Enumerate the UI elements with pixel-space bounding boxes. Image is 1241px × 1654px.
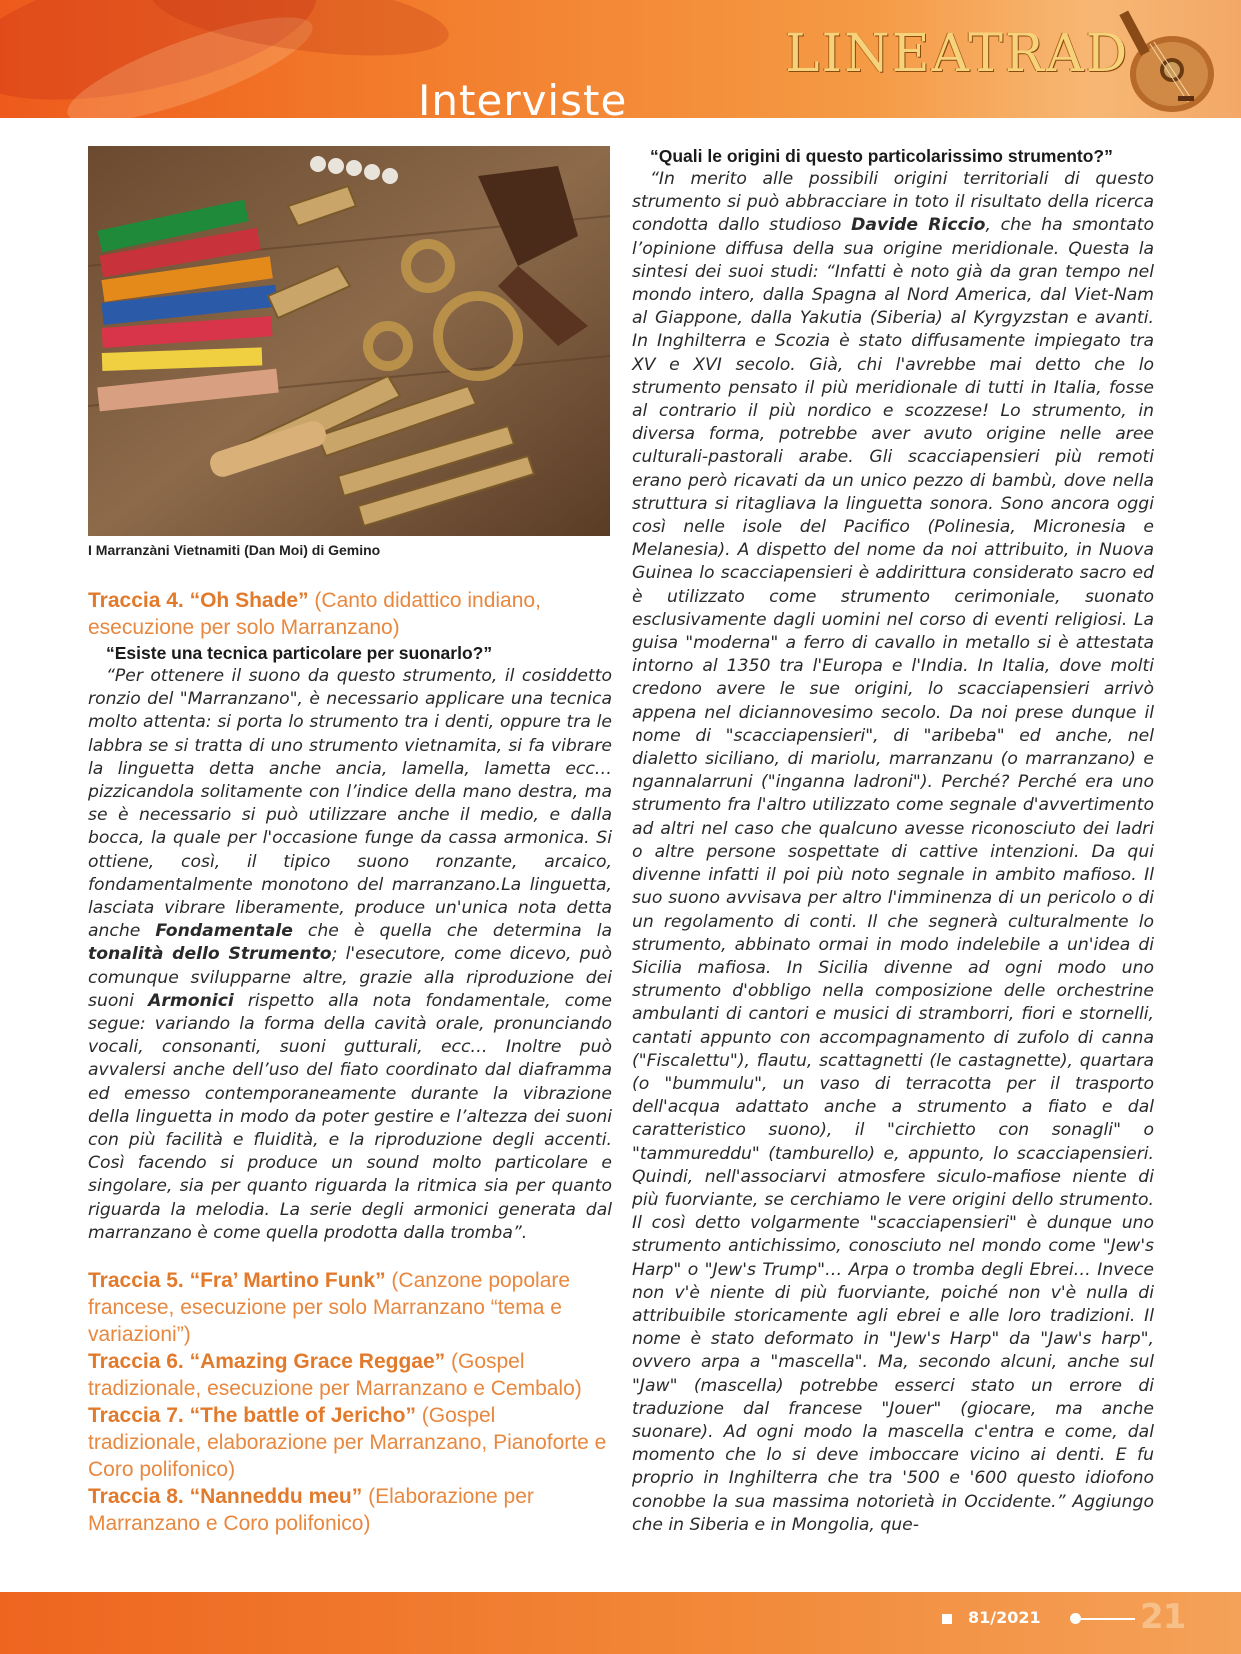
- page-header: [0, 0, 1241, 118]
- answer-text: , che ha smontato l’opinione diffusa della sua origine meridionale. Questa la sintesi dei suoi studi: “Infatti è noto già da gran tempo nel mondo intero, dalla Spagna al Nord America, dal Viet-Nam al Giappone, dalla Yakutia (Siberia) al Kyrgyzstan e avanti. In Inghilterra e Scozia è stato diffusamente impiegato tra XV e XVI secolo. Già, chi l'avrebbe mai detto che lo strumento pensato il più meridionale di tutti in Italia, fosse al contrario il più nordico e scozzese! Lo strumento, in diversa forma, potrebbe aver avuto origine nelle aree culturali-pastorali arabe. Gli scacciapensieri più remoti erano però ricavati da un unico pezzo di bambù, dove nella struttura si ritagliava la linguetta sonora. Sono ancora oggi così nelle isole del Pacifico (Polinesia, Micronesia e Melanesia). A dispetto del nome da noi attribuito, in Nuova Guinea lo scacciapensieri è addirittura considerato sacro ed è utilizzato come strumento cerimoniale, suonato esclusivamente dagli uomini nel corso di eventi religiosi. La guisa "moderna" a ferro di cavallo in metallo si è attestata intorno al 1350 tra l'Europa e l'India. In Italia, dove molti credono avere le sue origini, lo scacciapensieri arrivò appena nel diciannovesimo secolo. Da noi prese dunque il nome di "scacciapensieri", di "aribeba" ed anche, nel dialetto siciliano, di mariolu, marranzanu (o marranzano) e ngannalarruni ("inganna ladroni"). Perché? Perché era uno strumento fra l'altro utilizzato come segnale d'avvertimento ad altri nel caso che qualcuno avesse riconosciuto dei ladri o altre persone sospettate di cattive intenzioni. Da qui divenne infatti il poi più noto segnale in ambito mafioso. Il suo suono avvisava per altro l'imminenza di un pericolo o di un regolamento di conti. Il che segnerà culturalmente lo strumento, abbinato ormai in modo indelebile a un'idea di Sicilia mafiosa. In Sicilia divenne ad ogni modo uno strumento d'obbligo nella composizione delle orchestrine ambulanti di cantori e musici di stramborri, fiori e stornelli, cantati appunto con accompagnamento di zufolo di canna ("Fiscalettu"), flautu, scattagnetti (le castagnette), quartara (o "bummulu", un vaso di terracotta per il trasporto dell'acqua adattato anche a strumento a fiato e dal caratteristico suono), il "circhietto con sonagli" o "tammureddu" (tamburello) e, appunto, lo scacciapensieri. Quindi, nell'associarvi atmosfere siculo-mafiose niente di più fuorviante, se cerchiamo le vere origini dello strumento. Il così detto volgarmente "scacciapensieri" è dunque uno strumento antichissimo, conosciuto nel mondo come "Jew's Harp" o "Jew's Trump"… Arpa o tromba degli Ebrei… Invece non v'è niente di più fuorviante, poiché non v'è nulla di attribuibile storicamente agli ebrei e alle loro tradizioni. Il nome è stato deformato in "Jew's Harp" da "Jaw's harp", ovvero arpa a "mascella". Ma, secondo alcuni, anche sul "Jaw" (mascella) potrebbe esserci stato un errore di traduzione dal francese "Jouer" (giocare, ma anche suonare). Ad ogni modo la mascella c'entra e come, dal momento che lo si deve imboccare vicino ai denti. E fu proprio in Inghilterra che tra '500 e '600 questo idiofono conobbe la sua massima notorietà in Occidente.” Aggiungo che in Siberia e in Mongolia, que-: [632, 215, 1154, 1535]
- interview-answer: [632, 168, 1154, 1537]
- issue-number: 81/2021: [968, 1608, 1041, 1627]
- track-5: [88, 1267, 612, 1348]
- interview-answer: [88, 665, 612, 1245]
- answer-bold-term: Armonici: [148, 990, 234, 1011]
- photo-caption: I Marranzàni Vietnamiti (Dan Moi) di Gemino: [88, 542, 381, 558]
- answer-bold-term: Fondamentale: [155, 921, 293, 942]
- answer-text: “Per ottenere il suono da questo strumento, il cosiddetto ronzio del "Marranzano", è necessario applicare una tecnica molto attenta: si porta lo strumento tra i denti, oppure tra le labbra se si tratta di uno strumento vietnamita, si fa vibrare la linguetta detta anche ancia, lamella, lametta ecc… pizzicandola solitamente con l’indice della mano destra, ma se è necessario si può utilizzare anche il medio, e dalla bocca, la quale per l'occasione funge da cassa armonica. Si ottiene, così, il tipico suono ronzante, arcaico, fondamentalmente monotono del marranzano.La linguetta, lasciata vibrare liberamente, produce un'unica nota detta anche: [88, 666, 612, 942]
- track-6: [88, 1348, 612, 1402]
- lute-icon: [1100, 4, 1220, 116]
- track-title: Traccia 5. “Fra’ Martino Funk”: [88, 1269, 386, 1293]
- magazine-logo: LINEATRAD: [785, 24, 1130, 84]
- track-description: (Canto didattico indiano, esecuzione per solo Marranzano): [88, 589, 541, 639]
- interview-question: “Quali le origini di questo particolarissimo strumento?”: [650, 146, 1113, 166]
- square-bullet-icon: [942, 1614, 952, 1624]
- left-column: [88, 587, 612, 1537]
- track-title: Traccia 6. “Amazing Grace Reggae”: [88, 1350, 446, 1374]
- track-7: [88, 1402, 612, 1483]
- track-description: (Gospel tradizionale, elaborazione per Marranzano, Pianoforte e Coro polifonico): [88, 1404, 607, 1482]
- answer-text: rispetto alla nota fondamentale, come segue: variando la forma della cavità orale, pronunciando vocali, consonanti, suoni gutturali, ecc… Inoltre può avvalersi anche dell’uso del fiato coordinato dal diaframma ed emesso contemporaneamente durante la vibrazione della linguetta in modo da poter gestire e l’altezza dei suoni con più facilità e fluidità, e la riproduzione degli accenti. Così facendo si produce un sound molto particolare e singolare, sia per quanto riguarda la ritmica sia per quanto riguarda la melodia. La serie degli armonici generata dal marranzano è come quella prodotta dalla tromba”.: [88, 990, 612, 1243]
- instruments-photo: [88, 146, 610, 536]
- answer-text: “In merito alle possibili origini territoriali di questo strumento si può abbracciare in toto il risultato della ricerca condotta dallo studioso: [632, 169, 1154, 236]
- section-title: Interviste: [418, 76, 628, 118]
- answer-bold-term: tonalità dello Strumento: [88, 944, 332, 965]
- track-title: Traccia 4. “Oh Shade”: [88, 589, 309, 612]
- page-number: 21: [1140, 1597, 1186, 1637]
- divider-line: [1080, 1618, 1135, 1620]
- track-title: Traccia 7. “The battle of Jericho”: [88, 1404, 416, 1428]
- interview-question: “Esiste una tecnica particolare per suonarlo?”: [106, 643, 493, 663]
- track-description: (Elaborazione per Marranzano e Coro polifonico): [88, 1485, 534, 1536]
- track-description: (Canzone popolare francese, esecuzione per solo Marranzano “tema e variazioni”): [88, 1269, 571, 1347]
- track-4: [88, 587, 612, 641]
- answer-text: ; l'esecutore, come dicevo, può comunque svilupparne altre, grazie alla riproduzione dei suoni: [88, 944, 612, 1011]
- answer-bold-term: Davide Riccio: [851, 215, 986, 236]
- track-8: [88, 1483, 612, 1537]
- track-description: (Gospel tradizionale, esecuzione per Marranzano e Cembalo): [88, 1350, 582, 1401]
- answer-text: che è quella che determina la: [292, 921, 613, 942]
- track-title: Traccia 8. “Nanneddu meu”: [88, 1485, 363, 1509]
- right-column: [632, 144, 1154, 1537]
- page-footer: [0, 1592, 1241, 1654]
